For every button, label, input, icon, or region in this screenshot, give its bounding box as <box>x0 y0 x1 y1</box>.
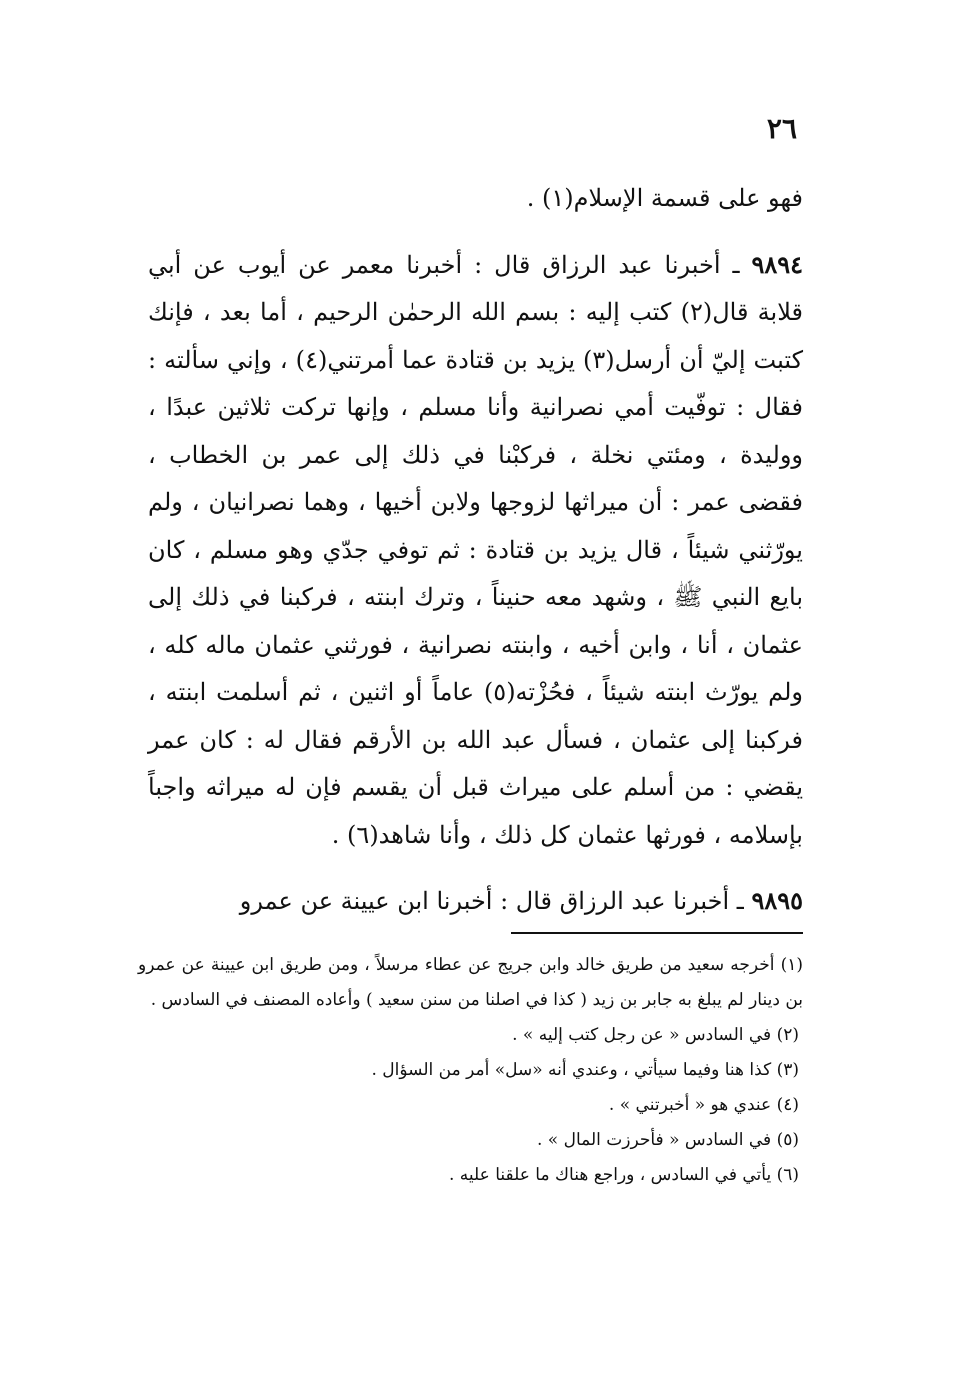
footnote <box>138 1123 803 1158</box>
footnote <box>138 1158 803 1193</box>
hadith-paragraph-9894 <box>148 241 803 860</box>
page-number: ٢٦ <box>766 112 797 145</box>
footnote-marker: (٥) <box>776 1130 799 1150</box>
footnote-marker: (٦) <box>776 1165 799 1185</box>
footnote <box>138 1018 803 1053</box>
footnote-text: في السادس « فأحرزت المال » . <box>537 1130 772 1150</box>
hadith-number: ٩٨٩٥ <box>751 886 803 915</box>
footnote <box>138 1053 803 1088</box>
footnote-marker: (٣) <box>776 1060 799 1080</box>
footnote-divider <box>511 932 803 934</box>
paragraph-text: ـ أخبرنا عبد الرزاق قال : أخبرنا معمر عن أيوب عن أبي قلابة قال(٢) كتب إليه : بسم الله الرحمٰن الرحيم ، أما بعد ، فإنك كتبت إليّ أن أرسل(٣) يزيد بن قتادة عما أمرتني(٤) ، وإني سألته : فقال : توفّيت أمي نصرانية وأنا مسلم ، وإنها تركت ثلاثين عبدًا ، ووليدة ، ومئتي نخلة ، فركبْنا في ذلك إلى عمر بن الخطاب ، فقضى عمر : أن ميراثها لزوجها ولابن أخيها ، وهما نصرانيان ، ولم يورّثني شيئاً ، قال يزيد بن قتادة : ثم توفي جدّي وهو مسلم ، كان بايع النبي ﷺ ، وشهد معه حنيناً ، وترك ابنته ، فركبنا في ذلك إلى عثمان ، أنا ، وابن أخيه ، وابنته نصرانية ، فورثني عثمان ماله كله ، ولم يورّث ابنته شيئاً ، فحُزْته(٥) عاماً أو اثنين ، ثم أسلمت ابنته ، فركبنا إلى عثمان ، فسأل عبد الله بن الأرقم فقال له : كان عمر يقضي : من أسلم على ميراث قبل أن يقسم فإن له ميراثه واجباً بإسلامه ، فورثها عثمان كل ذلك ، وأنا شاهد(٦) . <box>148 250 804 849</box>
paragraph-continuation <box>148 175 803 223</box>
paragraph-text: ـ أخبرنا عبد الرزاق قال : أخبرنا ابن عيينة عن عمرو <box>239 887 752 915</box>
footnote-marker: (٤) <box>776 1095 799 1115</box>
footnote-text: عندي هو « أخبرتني » . <box>608 1095 772 1115</box>
footnote-text: في السادس « عن رجل كتب إليه » . <box>512 1025 772 1045</box>
hadith-paragraph-9895 <box>148 877 803 926</box>
hadith-number: ٩٨٩٤ <box>751 249 803 279</box>
paragraph-text: فهو على قسمة الإسلام(١) . <box>526 184 803 212</box>
footnote-marker: (٢) <box>776 1025 799 1045</box>
footnote <box>138 1088 803 1123</box>
footnote-text: أخرجه سعيد من طريق خالد وابن جريج عن عطاء مرسلاً ، ومن طريق ابن عيينة عن عمرو بن دينار لم يبلغ به جابر بن زيد ( كذا في اصلنا من سنن سعيد ) وأعاده المصنف في السادس . <box>138 955 803 1010</box>
footnote-text: كذا هنا وفيما سيأتي ، وعندي أنه «سل» أمر من السؤال . <box>371 1060 772 1080</box>
footnote-text: يأتي في السادس ، وراجع هناك ما علقنا عليه . <box>449 1165 772 1185</box>
footnote-marker: (١) <box>780 955 803 975</box>
footnotes <box>138 948 803 1193</box>
footnote <box>138 948 803 1018</box>
main-text <box>148 175 803 926</box>
